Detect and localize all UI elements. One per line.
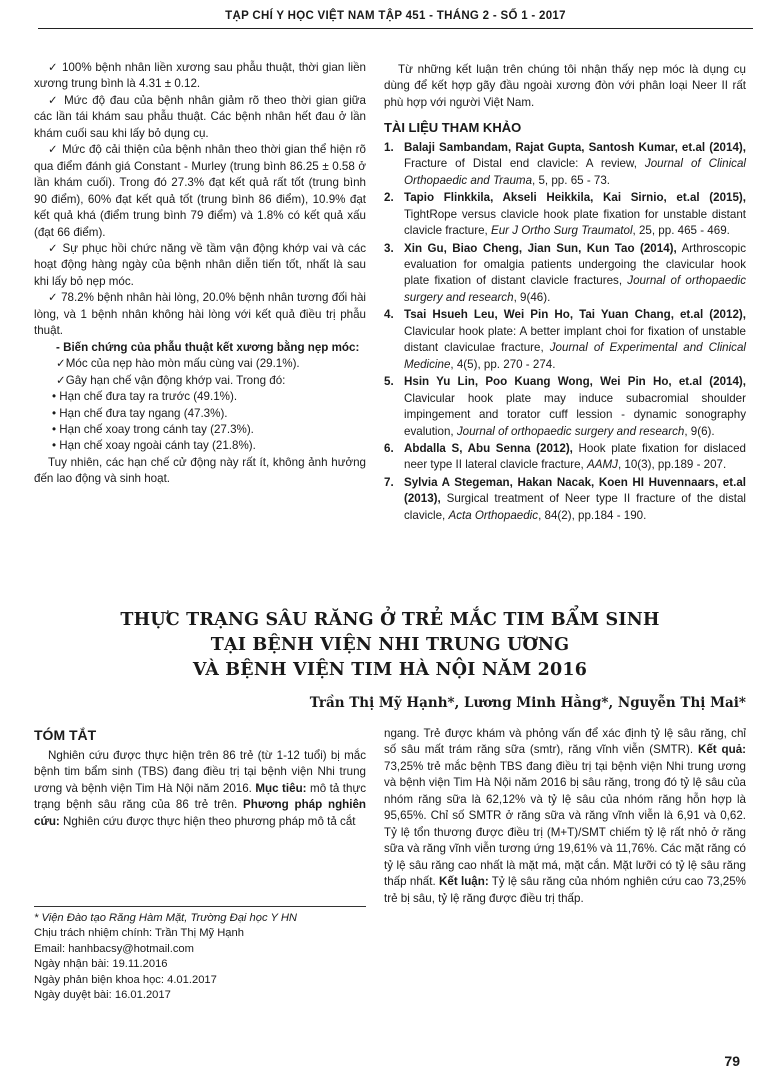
reference-item — [384, 475, 746, 524]
reference-authors: Balaji Sambandam, Rajat Gupta, Santosh Kumar, et.al (2014), — [404, 140, 746, 154]
references-title: TÀI LIỆU THAM KHẢO — [384, 120, 522, 136]
reference-number: 5. — [384, 375, 394, 389]
abstract-text: Nghiên cứu được thực hiện trên 86 trẻ (từ 1-12 tuổi) bị mắc bệnh tim bẩm sinh (TBS) đang điều trị tại bệnh viện Nhi trung ương và bệnh viện Tim Hà Nội năm 2016. — [34, 748, 366, 795]
closing-paragraph: Tuy nhiên, các hạn chế cử động này rất ít, không ảnh hưởng đến lao động và sinh hoạt. — [34, 455, 366, 486]
abstract-text: Tỷ lệ sâu răng của nhóm nghiên cứu cao 73,25% trẻ bị sâu, tỷ lệ răng được điều trị thấp. — [384, 875, 746, 905]
reference-body — [404, 241, 746, 307]
reference-item — [384, 307, 746, 373]
abstract-text: ngang. Trẻ được khám và phỏng vấn để xác định tỷ lệ sâu răng, chỉ số sâu mất trám răng sữa (smtr), răng vĩnh viễn (SMTR). — [384, 727, 746, 757]
reference-authors: Sylvia A Stegeman, Hakan Nacak, Koen HI Huvennaars, et.al (2013), — [404, 475, 746, 506]
reference-journal: Journal of orthopaedic surgery and research — [404, 274, 746, 304]
reference-authors: Tsai Hsueh Leu, Wei Pin Ho, Tai Yuan Chang, et.al (2012), — [404, 308, 746, 322]
reference-journal: Journal of orthopaedic surgery and research — [456, 424, 685, 438]
conclusion-summary: Từ những kết luận trên chúng tôi nhận thấy nẹp móc là dụng cụ dùng để kết hợp gãy đầu ngoài xương đòn với phân loại Neer II rất phù hợp với người Việt Nam. — [384, 63, 746, 109]
reference-text: TightRope versus clavicle hook plate fixation for unstable distant clavicle fracture, — [404, 207, 746, 238]
title-line: VÀ BỆNH VIỆN TIM HÀ NỘI NĂM 2016 — [192, 659, 588, 680]
reference-number: 2. — [384, 191, 394, 205]
reference-authors: Tapio Flinkkila, Akseli Heikkila, Kai Sirnio, et.al (2015), — [404, 191, 746, 205]
reference-journal: Eur J Ortho Surg Traumatol — [490, 224, 633, 238]
limitation-bullet: • Hạn chế đưa tay ngang (47.3%). — [52, 406, 228, 420]
reference-number: 3. — [384, 241, 394, 255]
abstract-paragraph — [384, 726, 746, 907]
abstract-keyword: Mục tiêu: — [255, 781, 307, 795]
limitation-bullet: • Hạn chế đưa tay ra trước (49.1%). — [52, 390, 238, 404]
email-line: Email: hanhbacsy@hotmail.com — [34, 942, 194, 955]
abstract-right-column — [384, 726, 746, 907]
references-list — [384, 140, 746, 524]
conclusion-paragraph: ✓ 100% bệnh nhân liền xương sau phẫu thuật, thời gian liền xương trung bình là 4.31 ± 0.12. — [34, 61, 366, 91]
article-authors: Trần Thị Mỹ Hạnh*, Lương Minh Hằng*, Nguyễn Thị Mai* — [309, 695, 746, 711]
abstract-paragraph — [34, 748, 366, 830]
reference-journal: AAMJ — [587, 458, 618, 472]
abstract-keyword: Kết quả: — [697, 743, 746, 757]
abstract-left-column — [34, 726, 366, 830]
reference-details: , 9(6). — [684, 424, 715, 438]
article-title — [34, 608, 746, 683]
reference-details: , 4(5), pp. 270 - 274. — [450, 357, 556, 371]
reference-body — [404, 140, 746, 189]
reference-details: , 10(3), pp.189 - 207. — [617, 458, 727, 472]
conclusion-paragraph: ✓ Mức độ đau của bệnh nhân giảm rõ theo thời gian giữa các lần tái khám sau phẫu thuật. Các bệnh nhân hết đau ở lần khám cuối sau khi lấy bỏ dụng cụ. — [34, 93, 366, 140]
reference-text: Arthroscopic evaluation for omalgia patients undergoing the clavicular hook plate fixation of distant clavicle fractures, — [404, 241, 746, 288]
reference-item — [384, 374, 746, 440]
responsible-author: Chịu trách nhiệm chính: Trần Thị Mỹ Hạnh — [34, 927, 244, 940]
reference-text: Hook plate fixation for dislaced neer type II lateral clavicle fracture, — [404, 441, 746, 472]
reference-journal: Acta Orthopaedic — [448, 508, 539, 522]
complication-item: ✓Móc của nẹp hào mòn mấu cùng vai (29.1%). — [56, 357, 300, 371]
abstract-heading: TÓM TẮT — [34, 727, 97, 743]
reference-text: Fracture of Distal end clavicle: A review, — [404, 157, 645, 171]
complications-heading: - Biến chứng của phẫu thuật kết xương bằng nẹp móc: — [56, 340, 360, 354]
reference-item — [384, 241, 746, 307]
reference-body — [404, 190, 746, 239]
reference-body — [404, 374, 746, 440]
reference-number: 7. — [384, 475, 394, 489]
reference-number: 4. — [384, 308, 394, 322]
reference-details: , 5, pp. 65 - 73. — [532, 173, 611, 187]
title-line: THỰC TRẠNG SÂU RĂNG Ở TRẺ MẮC TIM BẨM SINH — [120, 610, 660, 630]
reference-body — [404, 307, 746, 373]
limitation-bullet: • Hạn chế xoay trong cánh tay (27.3%). — [52, 422, 254, 436]
reference-item — [384, 140, 746, 189]
page-number: 79 — [724, 1053, 740, 1069]
author-footnote — [34, 906, 366, 1004]
complication-item: ✓Gây hạn chế vận động khớp vai. Trong đó: — [56, 373, 286, 387]
received-date: Ngày nhận bài: 19.11.2016 — [34, 958, 168, 971]
reference-journal: Journal of Clinical Orthopaedic and Trauma — [404, 157, 746, 187]
reference-authors: Abdalla S, Abu Senna (2012), — [404, 441, 573, 455]
abstract-keyword: Phương pháp nghiên cứu: — [34, 798, 367, 828]
reference-number: 1. — [384, 140, 394, 154]
running-header: TẠP CHÍ Y HỌC VIỆT NAM TẬP 451 - THÁNG 2 - SỐ 1 - 2017 — [38, 8, 753, 29]
conclusion-paragraph: ✓ Mức độ cải thiện của bệnh nhân theo thời gian thể hiện rõ qua điểm đánh giá Constant - Murley (trung bình 86.25 ± 0.58 ở lần khám cuối). Trong đó 27.3% đạt kết quả rất tốt (trung bình 90 điểm), 60% đạt kết quả tốt (trung bình 86 điểm), 10.9% đạt kết quả khá (điểm trung bình 79 điểm) và 1.8% có kết quả xấu (đạt 66 điểm). — [34, 143, 366, 239]
reference-details: , 9(46). — [513, 290, 551, 304]
reference-details: , 84(2), pp.184 - 190. — [538, 508, 647, 522]
left-column — [34, 60, 366, 488]
reference-authors: Xin Gu, Biao Cheng, Jian Sun, Kun Tao (2014), — [404, 241, 677, 255]
reference-body — [404, 475, 746, 524]
abstract-text: 73,25% trẻ mắc bệnh TBS đang điều trị tại bệnh viện Nhi trung ương và bệnh viện Tim Hà Nội năm 2016 bị sâu răng, trong đó tỷ lệ sâu của nhóm răng sữa là 62,12% và tỷ lệ sâu của nhóm răng hỗn hợp là 95,65%. Chỉ số SMTR ở răng sữa và răng vĩnh viễn là 6,91 và 0,62. Tỷ lệ tổn thương được điều trị (M+T)/SMT chiếm tỷ lệ rất nhỏ ở răng sữa và răng vĩnh viễn tương ứng 19,61% và 11,76%. Các mặt răng có tỷ lệ sâu răng cao nhất là mặt má, mặt cắn. Mặt lưỡi có tỷ lệ sâu răng thấp nhất. — [384, 759, 746, 889]
accepted-date: Ngày duyệt bài: 16.01.2017 — [34, 989, 171, 1002]
abstract-text: mô tả thực trạng bệnh sâu răng của 86 trẻ trên. — [34, 781, 367, 812]
abstract-text: Nghiên cứu được thực hiện theo phương pháp mô tả cắt — [59, 814, 356, 828]
conclusion-paragraph: ✓ 78.2% bệnh nhân hài lòng, 20.0% bệnh nhân tương đối hài lòng, và 1 bệnh nhân không hài lòng với kết quả điều trị phẫu thuật. — [34, 291, 366, 338]
reference-number: 6. — [384, 441, 394, 455]
title-line: TẠI BỆNH VIỆN NHI TRUNG ƯƠNG — [210, 634, 570, 655]
reference-item — [384, 441, 746, 474]
review-date: Ngày phản biện khoa học: 4.01.2017 — [34, 973, 217, 986]
right-column — [384, 62, 746, 525]
affiliation: * Viện Đào tạo Răng Hàm Mặt, Trường Đại học Y HN — [34, 912, 297, 924]
reference-text: Surgical treatment of Neer type II fracture of the distal clavicle, — [404, 492, 746, 522]
reference-text: Clavicular hook plate: A better implant choi for fixation of unstable distant claviculae fracture, — [404, 324, 746, 355]
conclusion-paragraph: ✓ Sự phục hồi chức năng về tầm vận động khớp vai và các hoạt động hàng ngày của bệnh nhân diễn tiến tốt, nhất là sau khi lấy bỏ nẹp móc. — [34, 241, 366, 288]
reference-authors: Hsin Yu Lin, Poo Kuang Wong, Wei Pin Ho, et.al (2014), — [404, 375, 746, 389]
reference-item — [384, 190, 746, 239]
abstract-keyword: Kết luận: — [439, 875, 489, 889]
reference-journal: Journal of Experimental and Clinical Medicine — [404, 341, 747, 371]
reference-text: Clavicular hook plate may induce subacromial shoulder impingement and torator cuff lession - dynamic sonography evalution, — [404, 391, 746, 438]
reference-body — [404, 441, 746, 474]
reference-details: , 25, pp. 465 - 469. — [632, 224, 730, 238]
limitation-bullet: • Hạn chế xoay ngoài cánh tay (21.8%). — [52, 439, 256, 453]
